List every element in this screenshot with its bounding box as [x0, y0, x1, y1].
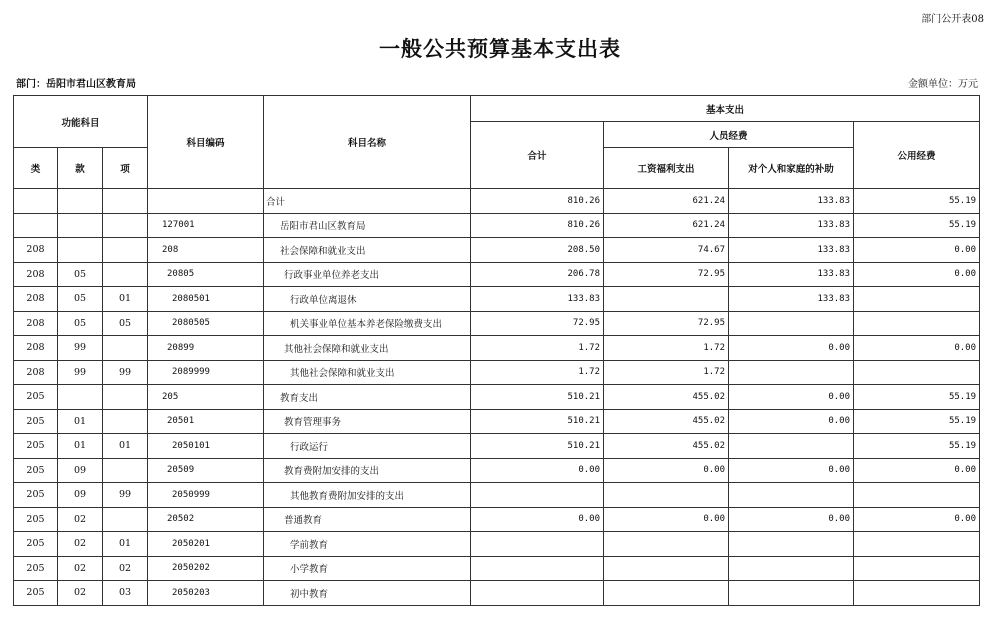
- cell-xiang: 05: [103, 311, 148, 336]
- cell-salary: [604, 287, 729, 312]
- table-row: [14, 213, 980, 238]
- cell-kuan: 09: [58, 483, 103, 508]
- table-row: [14, 581, 980, 606]
- cell-name: 行政事业单位养老支出: [264, 262, 471, 287]
- cell-kuan: [58, 189, 103, 214]
- cell-lei: [14, 189, 58, 214]
- cell-lei: 205: [14, 556, 58, 581]
- cell-subsidy: 133.83: [729, 262, 854, 287]
- cell-subsidy: 0.00: [729, 507, 854, 532]
- cell-kuan: [58, 238, 103, 263]
- cell-name: 其他教育费附加安排的支出: [264, 483, 471, 508]
- table-row: [14, 311, 980, 336]
- cell-name: 其他社会保障和就业支出: [264, 336, 471, 361]
- cell-kuan: 02: [58, 581, 103, 606]
- header-basic-expense: 基本支出: [471, 96, 980, 122]
- cell-salary: [604, 581, 729, 606]
- cell-code: 2050999: [148, 483, 264, 508]
- cell-public: 0.00: [854, 262, 980, 287]
- header-total: 合计: [471, 122, 604, 189]
- table-row: [14, 287, 980, 312]
- cell-kuan: 05: [58, 311, 103, 336]
- cell-total: 510.21: [471, 434, 604, 459]
- cell-name: 行政单位离退休: [264, 287, 471, 312]
- cell-name: 小学教育: [264, 556, 471, 581]
- cell-name: 社会保障和就业支出: [264, 238, 471, 263]
- table-row: [14, 434, 980, 459]
- unit-label: 金额单位：万元: [908, 79, 978, 90]
- cell-salary: 621.24: [604, 189, 729, 214]
- cell-name: 学前教育: [264, 532, 471, 557]
- cell-subsidy: 133.83: [729, 189, 854, 214]
- cell-public: 0.00: [854, 458, 980, 483]
- header-salary: 工资福利支出: [604, 148, 729, 189]
- cell-code: [148, 189, 264, 214]
- cell-lei: 208: [14, 360, 58, 385]
- cell-kuan: 99: [58, 336, 103, 361]
- cell-lei: 205: [14, 409, 58, 434]
- cell-xiang: [103, 189, 148, 214]
- cell-salary: 621.24: [604, 213, 729, 238]
- cell-code: 20502: [148, 507, 264, 532]
- cell-xiang: [103, 385, 148, 410]
- cell-salary: [604, 532, 729, 557]
- form-number-label: 部门公开表08: [921, 14, 984, 25]
- cell-subsidy: [729, 483, 854, 508]
- cell-xiang: [103, 409, 148, 434]
- cell-name: 其他社会保障和就业支出: [264, 360, 471, 385]
- cell-lei: 205: [14, 385, 58, 410]
- table-row: [14, 483, 980, 508]
- cell-xiang: 01: [103, 532, 148, 557]
- cell-xiang: 01: [103, 287, 148, 312]
- cell-total: 206.78: [471, 262, 604, 287]
- cell-total: [471, 556, 604, 581]
- table-row: [14, 189, 980, 214]
- cell-subsidy: 0.00: [729, 458, 854, 483]
- cell-subsidy: 0.00: [729, 385, 854, 410]
- cell-lei: 208: [14, 262, 58, 287]
- cell-public: [854, 532, 980, 557]
- cell-subsidy: [729, 581, 854, 606]
- cell-public: 55.19: [854, 385, 980, 410]
- cell-salary: 1.72: [604, 336, 729, 361]
- cell-salary: 72.95: [604, 311, 729, 336]
- cell-total: [471, 532, 604, 557]
- header-kuan: 款: [58, 148, 103, 189]
- cell-code: 2050101: [148, 434, 264, 459]
- cell-code: 2050203: [148, 581, 264, 606]
- table-row: [14, 458, 980, 483]
- cell-code: 127001: [148, 213, 264, 238]
- cell-kuan: 01: [58, 409, 103, 434]
- cell-name: 普通教育: [264, 507, 471, 532]
- cell-lei: 208: [14, 287, 58, 312]
- cell-total: 133.83: [471, 287, 604, 312]
- cell-public: 0.00: [854, 507, 980, 532]
- cell-code: 208: [148, 238, 264, 263]
- cell-code: 20805: [148, 262, 264, 287]
- cell-subsidy: 133.83: [729, 213, 854, 238]
- cell-xiang: [103, 336, 148, 361]
- cell-salary: 0.00: [604, 507, 729, 532]
- cell-name: 岳阳市君山区教育局: [264, 213, 471, 238]
- header-func-subject: 功能科目: [14, 96, 148, 148]
- cell-kuan: 99: [58, 360, 103, 385]
- cell-code: 2080505: [148, 311, 264, 336]
- cell-public: [854, 483, 980, 508]
- cell-public: [854, 311, 980, 336]
- cell-total: 510.21: [471, 409, 604, 434]
- cell-public: 0.00: [854, 238, 980, 263]
- cell-code: 20899: [148, 336, 264, 361]
- cell-xiang: 99: [103, 483, 148, 508]
- cell-subsidy: 0.00: [729, 409, 854, 434]
- cell-public: [854, 360, 980, 385]
- cell-xiang: [103, 262, 148, 287]
- cell-public: [854, 556, 980, 581]
- budget-table: [13, 95, 980, 606]
- table-row: [14, 532, 980, 557]
- cell-xiang: 02: [103, 556, 148, 581]
- cell-public: 0.00: [854, 336, 980, 361]
- page-title: 一般公共预算基本支出表: [379, 36, 621, 61]
- cell-subsidy: 0.00: [729, 336, 854, 361]
- cell-code: 2080501: [148, 287, 264, 312]
- cell-salary: 74.67: [604, 238, 729, 263]
- cell-code: 2050201: [148, 532, 264, 557]
- cell-subsidy: [729, 434, 854, 459]
- header-public: 公用经费: [854, 122, 980, 189]
- cell-lei: 205: [14, 581, 58, 606]
- cell-salary: [604, 483, 729, 508]
- cell-salary: 455.02: [604, 409, 729, 434]
- cell-lei: 208: [14, 238, 58, 263]
- cell-xiang: 03: [103, 581, 148, 606]
- header-subsidy: 对个人和家庭的补助: [729, 148, 854, 189]
- table-row: [14, 507, 980, 532]
- cell-salary: 0.00: [604, 458, 729, 483]
- cell-salary: 1.72: [604, 360, 729, 385]
- cell-public: 55.19: [854, 213, 980, 238]
- cell-total: 810.26: [471, 213, 604, 238]
- cell-lei: 205: [14, 458, 58, 483]
- cell-total: 0.00: [471, 458, 604, 483]
- cell-xiang: 01: [103, 434, 148, 459]
- cell-subsidy: [729, 532, 854, 557]
- cell-subsidy: [729, 360, 854, 385]
- cell-subsidy: [729, 311, 854, 336]
- cell-total: 0.00: [471, 507, 604, 532]
- cell-kuan: 01: [58, 434, 103, 459]
- table-row: [14, 262, 980, 287]
- cell-public: 55.19: [854, 409, 980, 434]
- cell-code: 2089999: [148, 360, 264, 385]
- cell-xiang: [103, 213, 148, 238]
- cell-public: 55.19: [854, 434, 980, 459]
- cell-code: 20501: [148, 409, 264, 434]
- cell-total: 1.72: [471, 336, 604, 361]
- cell-lei: [14, 213, 58, 238]
- cell-kuan: 02: [58, 532, 103, 557]
- cell-name: 机关事业单位基本养老保险缴费支出: [264, 311, 471, 336]
- cell-total: [471, 581, 604, 606]
- cell-subsidy: 133.83: [729, 287, 854, 312]
- cell-total: 208.50: [471, 238, 604, 263]
- cell-code: 205: [148, 385, 264, 410]
- cell-xiang: [103, 238, 148, 263]
- table-row: [14, 409, 980, 434]
- table-row: [14, 238, 980, 263]
- cell-kuan: 09: [58, 458, 103, 483]
- cell-public: [854, 287, 980, 312]
- cell-salary: 72.95: [604, 262, 729, 287]
- cell-public: [854, 581, 980, 606]
- cell-salary: [604, 556, 729, 581]
- cell-lei: 205: [14, 483, 58, 508]
- cell-lei: 208: [14, 311, 58, 336]
- cell-code: 2050202: [148, 556, 264, 581]
- cell-total: 810.26: [471, 189, 604, 214]
- cell-xiang: [103, 507, 148, 532]
- cell-name: 合计: [264, 189, 471, 214]
- cell-total: 1.72: [471, 360, 604, 385]
- department-label: 部门：岳阳市君山区教育局: [16, 79, 136, 90]
- header-personnel: 人员经费: [604, 122, 854, 148]
- table-row: [14, 385, 980, 410]
- cell-total: [471, 483, 604, 508]
- cell-name: 初中教育: [264, 581, 471, 606]
- header-name: 科目名称: [264, 96, 471, 189]
- cell-public: 55.19: [854, 189, 980, 214]
- cell-kuan: 02: [58, 507, 103, 532]
- cell-salary: 455.02: [604, 434, 729, 459]
- cell-name: 教育费附加安排的支出: [264, 458, 471, 483]
- cell-kuan: 05: [58, 262, 103, 287]
- cell-kuan: 05: [58, 287, 103, 312]
- cell-kuan: [58, 213, 103, 238]
- cell-xiang: 99: [103, 360, 148, 385]
- cell-code: 20509: [148, 458, 264, 483]
- cell-subsidy: 133.83: [729, 238, 854, 263]
- cell-xiang: [103, 458, 148, 483]
- cell-lei: 208: [14, 336, 58, 361]
- cell-kuan: 02: [58, 556, 103, 581]
- table-row: [14, 336, 980, 361]
- header-xiang: 项: [103, 148, 148, 189]
- cell-name: 教育管理事务: [264, 409, 471, 434]
- cell-total: 72.95: [471, 311, 604, 336]
- header-code: 科目编码: [148, 96, 264, 189]
- cell-name: 教育支出: [264, 385, 471, 410]
- cell-lei: 205: [14, 532, 58, 557]
- cell-subsidy: [729, 556, 854, 581]
- cell-kuan: [58, 385, 103, 410]
- cell-lei: 205: [14, 507, 58, 532]
- cell-lei: 205: [14, 434, 58, 459]
- cell-name: 行政运行: [264, 434, 471, 459]
- table-body: [14, 189, 980, 606]
- header-lei: 类: [14, 148, 58, 189]
- table-row: [14, 556, 980, 581]
- cell-total: 510.21: [471, 385, 604, 410]
- table-row: [14, 360, 980, 385]
- cell-salary: 455.02: [604, 385, 729, 410]
